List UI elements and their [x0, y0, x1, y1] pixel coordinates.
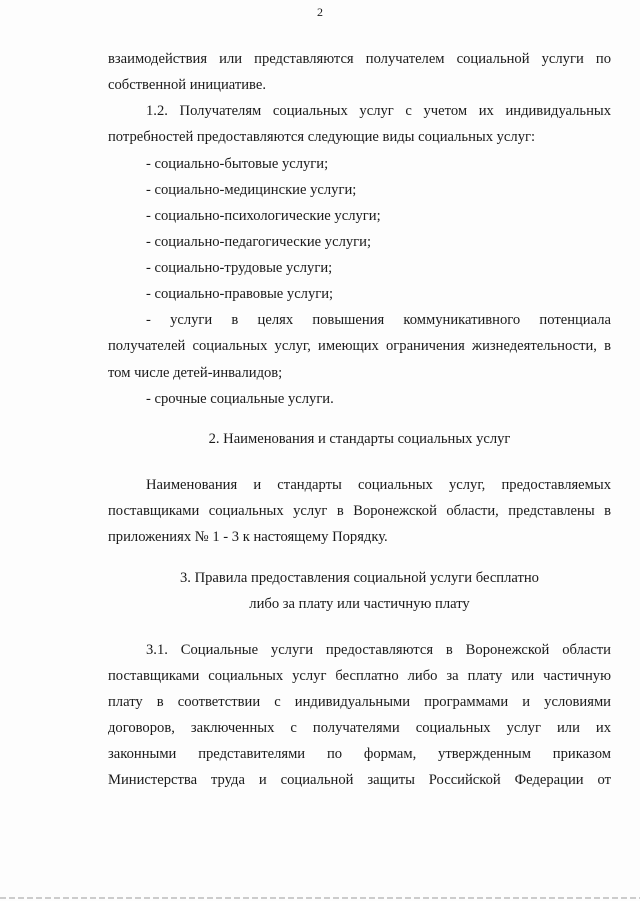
- paragraph-line: приложениях № 1 - 3 к настоящему Порядку.: [108, 529, 388, 545]
- paragraph-line: Министерства труда и социальной защиты Российской Федерации от: [108, 772, 611, 788]
- paragraph-line: поставщиками социальных услуг бесплатно либо за плату или частичную: [108, 668, 611, 684]
- list-item: - социально-бытовые услуги;: [146, 156, 329, 172]
- paragraph-line: потребностей предоставляются следующие виды социальных услуг:: [108, 129, 536, 145]
- page-number: 2: [317, 5, 323, 19]
- paragraph-line: 3.1. Социальные услуги предоставляются в Воронежской области: [146, 642, 611, 658]
- paragraph-line: 1.2. Получателям социальных услуг с учетом их индивидуальных: [146, 103, 611, 119]
- list-item: - социально-педагогические услуги;: [146, 234, 372, 250]
- scan-edge: [0, 897, 640, 899]
- paragraph-line: поставщиками социальных услуг в Воронежской области, представлены в: [108, 503, 611, 519]
- list-item: - срочные социальные услуги.: [146, 391, 334, 407]
- list-item: - услуги в целях повышения коммуникативного потенциала: [146, 312, 611, 328]
- paragraph-line: взаимодействия или представляются получателем социальной услуги по: [108, 51, 611, 67]
- paragraph-line: законными представителями по формам, утвержденным приказом: [108, 746, 611, 762]
- paragraph-line: получателей социальных услуг, имеющих ограничения жизнедеятельности, в: [108, 338, 611, 354]
- list-item: - социально-медицинские услуги;: [146, 182, 357, 198]
- section-heading: 3. Правила предоставления социальной услуги бесплатно: [180, 570, 539, 586]
- paragraph-line: собственной инициативе.: [108, 77, 266, 93]
- paragraph-line: Наименования и стандарты социальных услуг, предоставляемых: [146, 477, 611, 493]
- list-item: - социально-трудовые услуги;: [146, 260, 333, 276]
- paragraph-line: договоров, заключенных с получателями социальных услуг или их: [108, 720, 611, 736]
- section-heading: 2. Наименования и стандарты социальных услуг: [208, 431, 511, 447]
- section-heading: либо за плату или частичную плату: [249, 596, 470, 612]
- list-item: - социально-психологические услуги;: [146, 208, 381, 224]
- paragraph-line: том числе детей-инвалидов;: [108, 365, 283, 381]
- paragraph-line: плату в соответствии с индивидуальными программами и условиями: [108, 694, 611, 710]
- list-item: - социально-правовые услуги;: [146, 286, 334, 302]
